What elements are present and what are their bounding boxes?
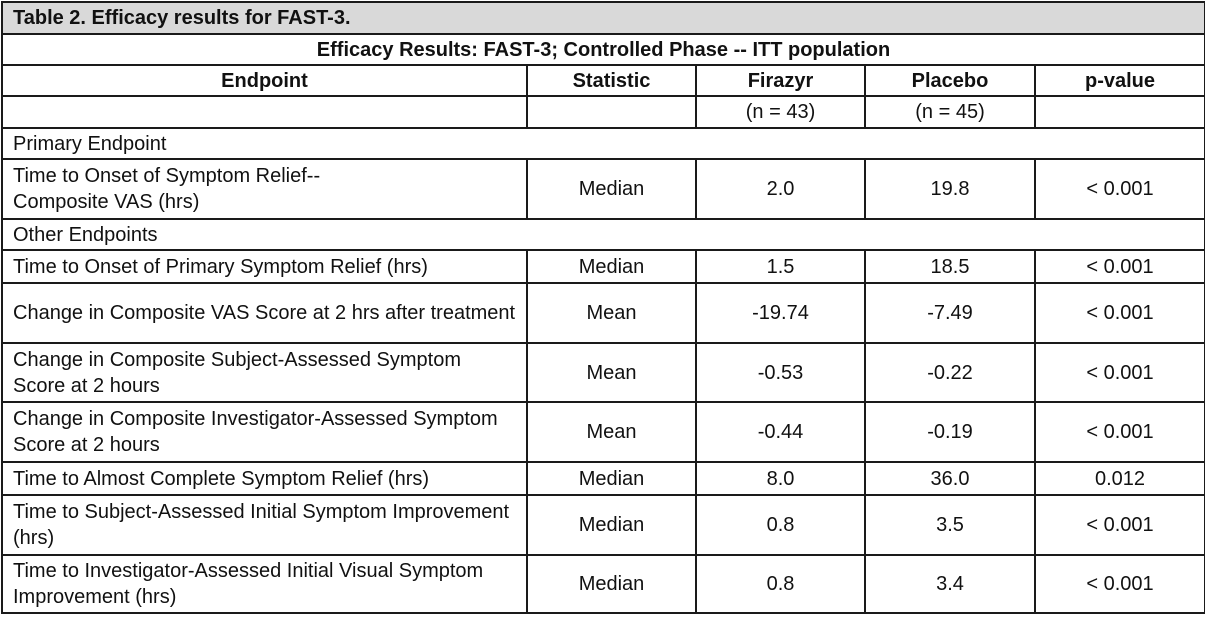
- firazyr-cell: 2.0: [696, 159, 865, 219]
- sample-size-cell: [1035, 96, 1205, 128]
- endpoint-cell: Time to Almost Complete Symptom Relief (hrs): [2, 462, 527, 495]
- sample-size-firazyr: (n = 43): [696, 96, 865, 128]
- p-value-cell: < 0.001: [1035, 283, 1205, 343]
- p-value-cell: < 0.001: [1035, 495, 1205, 555]
- section-row-other: [2, 219, 1205, 250]
- firazyr-cell: 0.8: [696, 555, 865, 613]
- section-label: Primary Endpoint: [2, 128, 1205, 159]
- firazyr-cell: 0.8: [696, 495, 865, 555]
- column-header-statistic: Statistic: [527, 65, 696, 96]
- endpoint-cell: Time to Investigator-Assessed Initial Visual Symptom Improvement (hrs): [2, 555, 527, 613]
- sample-size-cell: [527, 96, 696, 128]
- statistic-cell: Mean: [527, 283, 696, 343]
- table-row: [2, 343, 1205, 402]
- column-header-placebo: Placebo: [865, 65, 1035, 96]
- statistic-cell: Median: [527, 250, 696, 283]
- column-header-firazyr: Firazyr: [696, 65, 865, 96]
- table-row: [2, 159, 1205, 219]
- efficacy-table: [1, 1, 1205, 614]
- endpoint-cell: Time to Onset of Primary Symptom Relief (hrs): [2, 250, 527, 283]
- p-value-cell: < 0.001: [1035, 159, 1205, 219]
- endpoint-line: Composite VAS (hrs): [13, 191, 200, 213]
- column-header-row: [2, 65, 1205, 96]
- statistic-cell: Mean: [527, 402, 696, 462]
- p-value-cell: 0.012: [1035, 462, 1205, 495]
- column-header-endpoint: Endpoint: [2, 65, 527, 96]
- statistic-cell: Median: [527, 555, 696, 613]
- table-row: [2, 250, 1205, 283]
- statistic-cell: Median: [527, 495, 696, 555]
- table-caption-row: [2, 2, 1205, 34]
- placebo-cell: 19.8: [865, 159, 1035, 219]
- endpoint-cell: Change in Composite Subject-Assessed Symptom Score at 2 hours: [2, 343, 527, 402]
- placebo-cell: -0.19: [865, 402, 1035, 462]
- statistic-cell: Median: [527, 159, 696, 219]
- firazyr-cell: -19.74: [696, 283, 865, 343]
- p-value-cell: < 0.001: [1035, 250, 1205, 283]
- sample-size-row: [2, 96, 1205, 128]
- endpoint-cell: Change in Composite VAS Score at 2 hrs after treatment: [2, 283, 527, 343]
- firazyr-cell: -0.44: [696, 402, 865, 462]
- placebo-cell: 36.0: [865, 462, 1035, 495]
- firazyr-cell: 1.5: [696, 250, 865, 283]
- firazyr-cell: 8.0: [696, 462, 865, 495]
- placebo-cell: 3.5: [865, 495, 1035, 555]
- section-row-primary: [2, 128, 1205, 159]
- table-row: [2, 462, 1205, 495]
- endpoint-line: Time to Onset of Symptom Relief--: [13, 165, 321, 187]
- sample-size-cell: [2, 96, 527, 128]
- endpoint-cell: Time to Subject-Assessed Initial Symptom Improvement (hrs): [2, 495, 527, 555]
- endpoint-cell: [2, 159, 527, 219]
- statistic-cell: Mean: [527, 343, 696, 402]
- table-subtitle-row: [2, 34, 1205, 65]
- placebo-cell: 3.4: [865, 555, 1035, 613]
- table-row: [2, 402, 1205, 462]
- p-value-cell: < 0.001: [1035, 343, 1205, 402]
- table-row: [2, 495, 1205, 555]
- table-caption: Table 2. Efficacy results for FAST-3.: [2, 2, 1205, 34]
- firazyr-cell: -0.53: [696, 343, 865, 402]
- table-row: [2, 283, 1205, 343]
- endpoint-cell: Change in Composite Investigator-Assessed Symptom Score at 2 hours: [2, 402, 527, 462]
- table-subtitle: Efficacy Results: FAST-3; Controlled Phase -- ITT population: [2, 34, 1205, 65]
- placebo-cell: 18.5: [865, 250, 1035, 283]
- p-value-cell: < 0.001: [1035, 555, 1205, 613]
- placebo-cell: -7.49: [865, 283, 1035, 343]
- table-row: [2, 555, 1205, 613]
- section-label: Other Endpoints: [2, 219, 1205, 250]
- sample-size-placebo: (n = 45): [865, 96, 1035, 128]
- statistic-cell: Median: [527, 462, 696, 495]
- column-header-p-value: p-value: [1035, 65, 1205, 96]
- placebo-cell: -0.22: [865, 343, 1035, 402]
- p-value-cell: < 0.001: [1035, 402, 1205, 462]
